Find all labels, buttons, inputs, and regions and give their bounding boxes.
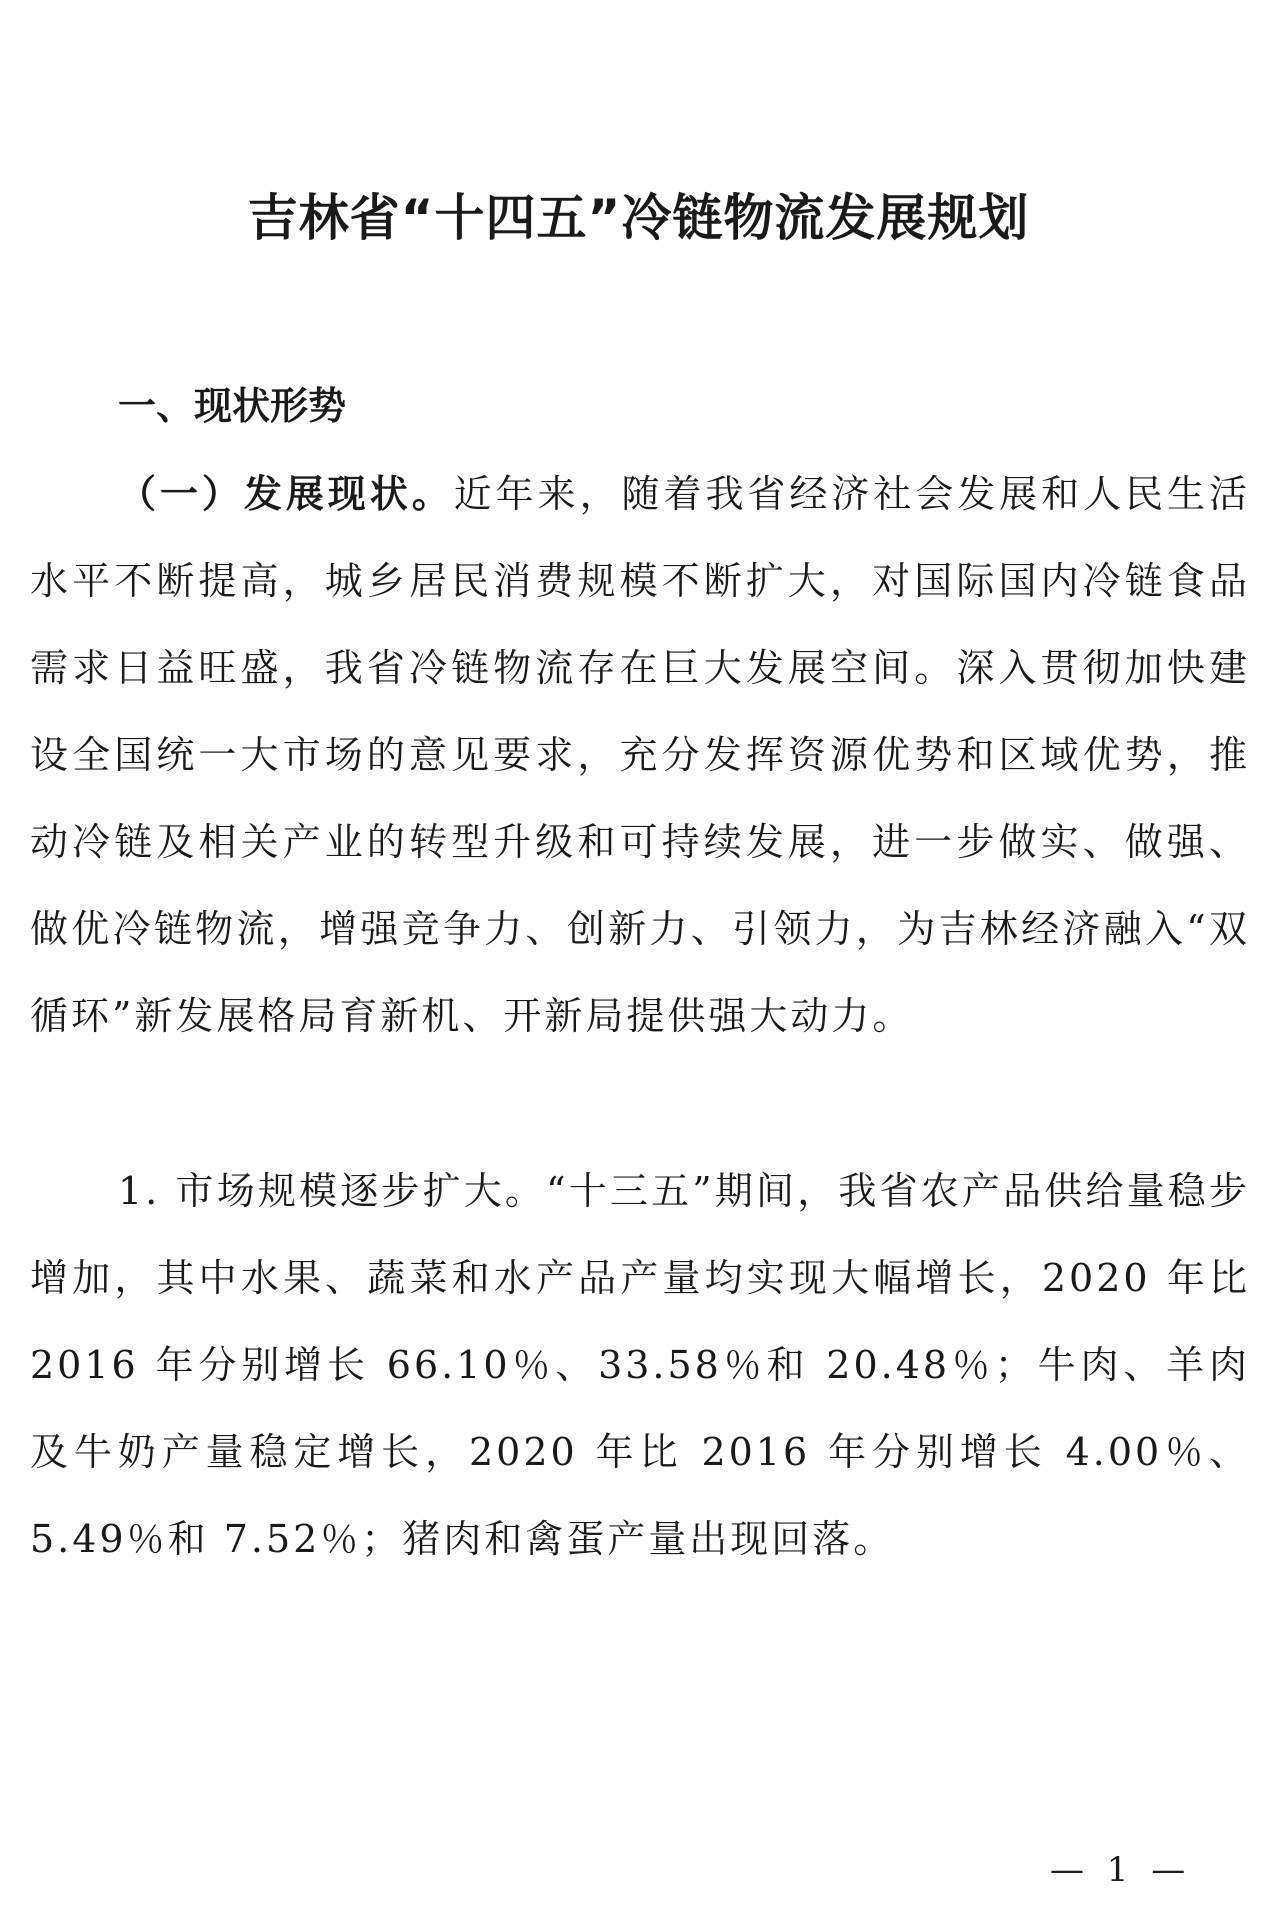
paragraph-body: 近年来，随着我省经济社会发展和人民生活水平不断提高，城乡居民消费规模不断扩大，对国际国内冷链食品需求日益旺盛，我省冷链物流存在巨大发展空间。深入贯彻加快建设全国统一大市场的意见要求，充分发挥资源优势和区域优势，推动冷链及相关产业的转型升级和可持续发展，进一步做实、做强、做优冷链物流，增强竞争力、创新力、引领力，为吉林经济融入“双循环”新发展格局育新机、开新局提供强大动力。	[30, 472, 1250, 1038]
paragraph-development-status	[30, 451, 1250, 1060]
page-number: — 1 —	[1050, 1850, 1192, 1890]
section-heading: 一、现状形势	[118, 384, 347, 428]
paragraph-market-scale: 1. 市场规模逐步扩大。“十三五”期间，我省农产品供给量稳步增加，其中水果、蔬菜和水产品产量均实现大幅增长，2020 年比 2016 年分别增长 66.10％、33.58％和 20.48％；牛肉、羊肉及牛奶产量稳定增长，2020 年比 2016 年分别增长 4.00％、5.49％和 7.52％；猪肉和禽蛋产量出现回落。	[30, 1169, 1250, 1561]
document-title: 吉林省“十四五”冷链物流发展规划	[247, 189, 1030, 247]
paragraph-lead-heading: （一）发展现状。	[118, 472, 454, 516]
